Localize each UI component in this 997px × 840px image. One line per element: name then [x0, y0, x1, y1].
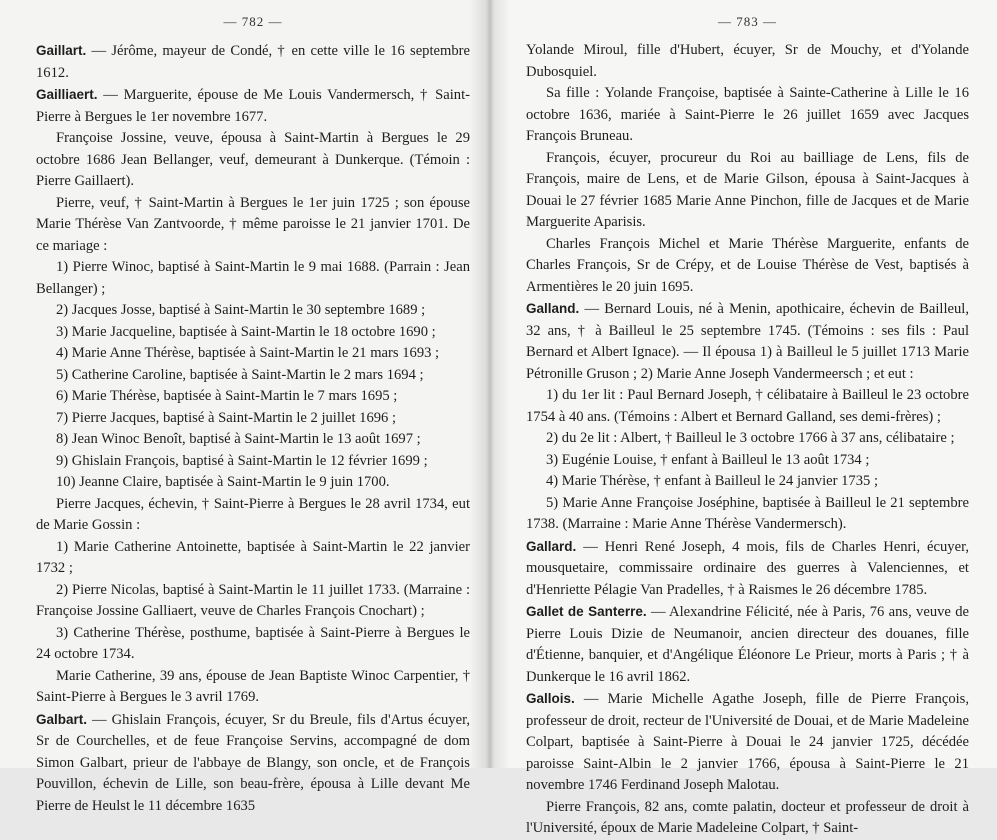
paragraph-text: 6) Marie Thérèse, baptisée à Saint-Martin le 7 mars 1695 ; [56, 388, 398, 404]
page-text [526, 40, 969, 840]
entry-surname: Gallard. [526, 538, 577, 554]
paragraph-text: 4) Marie Thérèse, † enfant à Bailleul le 24 janvier 1735 ; [546, 473, 879, 489]
text-paragraph [526, 83, 969, 148]
paragraph-text: — Bernard Louis, né à Menin, apothicaire, échevin de Bailleul, 32 ans, † à Bailleul le 25 septembre 1745. (Témoins : ses fils : Paul Bernard et Albert Ignace). — Il épousa 1) à Bailleul le 5 juillet 1713 Marie Pétronille Gruson ; 2) Marie Anne Joseph Vandermeersch ; et eut : [526, 301, 969, 382]
paragraph-text: — Jérôme, mayeur de Condé, † en cette ville le 16 septembre 1612. [36, 43, 470, 81]
paragraph-text: 2) Pierre Nicolas, baptisé à Saint-Martin le 11 juillet 1733. (Marraine : Françoise Jossine Galliaert, veuve de Charles François Cnochart) ; [36, 581, 470, 619]
paragraph-text: François, écuyer, procureur du Roi au bailliage de Lens, fils de François, maire de Lens, et de Marie Gilson, épousa à Saint-Jacques à Douai le 27 février 1685 Marie Anne Pinchon, fille de Jacques et de Marie Marguerite Aparisis. [526, 149, 969, 230]
paragraph-text: — Marie Michelle Agathe Joseph, fille de Pierre François, professeur de droit, recteur de l'Université de Douai, et de Marie Madeleine Colpart, baptisée à Saint-Pierre à Douai le 24 janvier 1725, décédée paroisse Saint-Albin le 2 janvier 1766, épousa à Saint-Pierre le 21 novembre 1746 Ferdinand Joseph Malotau. [526, 691, 969, 793]
text-paragraph [36, 257, 470, 300]
paragraph-text: 3) Eugénie Louise, † enfant à Bailleul le 13 août 1734 ; [546, 451, 870, 468]
paragraph-text: 5) Catherine Caroline, baptisée à Saint-Martin le 2 mars 1694 ; [56, 366, 424, 383]
paragraph-text: Sa fille : Yolande Françoise, baptisée à Sainte-Catherine à Lille le 16 octobre 1636, mariée à Saint-Pierre le 26 juillet 1659 avec Jacques François Bruneau. [526, 85, 969, 144]
entry-paragraph [526, 601, 969, 688]
text-paragraph [526, 797, 969, 840]
text-paragraph [36, 365, 470, 387]
page-number: — 782 — [223, 14, 283, 29]
text-paragraph [526, 428, 969, 450]
page-number: — 783 — [718, 14, 777, 29]
text-paragraph [36, 429, 470, 451]
entry-paragraph [526, 536, 969, 602]
text-paragraph [36, 537, 470, 580]
paragraph-text: Pierre Jacques, échevin, † Saint-Pierre à Bergues le 28 avril 1734, eut de Marie Gossin : [36, 495, 470, 533]
paragraph-text: — Marguerite, épouse de Me Louis Vandermersch, † Saint-Pierre à Bergues le 1er novembre 1677. [36, 87, 470, 125]
text-paragraph [36, 193, 470, 258]
paragraph-text: 1) Marie Catherine Antoinette, baptisée à Saint-Martin le 22 janvier 1732 ; [36, 538, 470, 576]
paragraph-text: 7) Pierre Jacques, baptisé à Saint-Martin le 2 juillet 1696 ; [56, 409, 397, 426]
entry-surname: Gallet de Santerre. [526, 604, 647, 619]
right-page [486, 0, 997, 836]
text-paragraph [36, 666, 470, 709]
text-paragraph [36, 580, 470, 623]
paragraph-text: 10) Jeanne Claire, baptisée à Saint-Martin le 9 juin 1700. [56, 474, 390, 490]
text-paragraph [36, 343, 470, 365]
left-page [0, 0, 486, 814]
paragraph-text: Françoise Jossine, veuve, épousa à Saint-Martin à Bergues le 29 octobre 1686 Jean Bellanger, veuf, demeurant à Dunkerque. (Témoin : Pierre Gaillaert). [36, 130, 470, 189]
paragraph-text: 4) Marie Anne Thérèse, baptisée à Saint-Martin le 21 mars 1693 ; [56, 345, 440, 361]
paragraph-text: Marie Catherine, 39 ans, épouse de Jean Baptiste Winoc Carpentier, † Saint-Pierre à Bergues le 3 avril 1769. [36, 667, 470, 705]
entry-surname: Galbart. [36, 711, 88, 727]
paragraph-text: 3) Catherine Thérèse, posthume, baptisée à Saint-Pierre à Bergues le 24 octobre 1734. [36, 624, 470, 662]
paragraph-text: 9) Ghislain François, baptisé à Saint-Martin le 12 février 1699 ; [56, 452, 428, 469]
text-paragraph [526, 40, 969, 83]
entry-paragraph [526, 298, 969, 385]
paragraph-text: 5) Marie Anne Françoise Joséphine, baptisée à Bailleul le 21 septembre 1738. (Marraine : Marie Anne Thérèse Vandermersch). [526, 494, 969, 532]
entry-paragraph [36, 709, 470, 818]
paragraph-text: Pierre, veuf, † Saint-Martin à Bergues le 1er juin 1725 ; son épouse Marie Thérèse Van Zantvoorde, † même paroisse le 21 janvier 1701. De ce mariage : [36, 194, 470, 254]
paragraph-text: — Alexandrine Félicité, née à Paris, 76 ans, veuve de Pierre Louis Dizie de Neumanoir, ancien directeur des douanes, fille d'Étienne, banquier, et d'Angélique Éléonore Le Prieur, morts à Paris ; † à Dunkerque le 16 avril 1862. [526, 604, 969, 685]
text-paragraph [36, 472, 470, 494]
text-paragraph [526, 234, 969, 299]
text-paragraph [526, 493, 969, 536]
entry-surname: Gallois. [526, 691, 575, 706]
paragraph-text: Yolande Miroul, fille d'Hubert, écuyer, Sr de Mouchy, et d'Yolande Dubosquiel. [526, 42, 969, 80]
paragraph-text: 2) du 2e lit : Albert, † Bailleul le 3 octobre 1766 à 37 ans, célibataire ; [546, 430, 955, 446]
text-paragraph [36, 451, 470, 473]
paragraph-text: — Henri René Joseph, 4 mois, fils de Charles Henri, écuyer, mousquetaire, commissaire ordinaire des guerres à Valenciennes, et d'Henriette Pélagie Van Pradelles, † à Raismes le 26 décembre 1785. [526, 538, 969, 598]
paragraph-text: Pierre François, 82 ans, comte palatin, docteur et professeur de droit à l'Université, époux de Marie Madeleine Colpart, † Saint- [526, 798, 969, 836]
paragraph-text: 3) Marie Jacqueline, baptisée à Saint-Martin le 18 octobre 1690 ; [56, 323, 436, 340]
text-paragraph [36, 494, 470, 537]
text-paragraph [36, 128, 470, 193]
text-paragraph [526, 450, 969, 472]
text-paragraph [36, 322, 470, 344]
entry-paragraph [36, 84, 470, 128]
text-paragraph [36, 408, 470, 430]
paragraph-text: 1) Pierre Winoc, baptisé à Saint-Martin le 9 mai 1688. (Parrain : Jean Bellanger) ; [36, 259, 470, 297]
paragraph-text: 1) du 1er lit : Paul Bernard Joseph, † célibataire à Bailleul le 23 octobre 1754 à 40 ans. (Témoins : Albert et Bernard Galland, ses demi-frères) ; [526, 387, 969, 425]
text-paragraph [36, 300, 470, 322]
text-paragraph [526, 148, 969, 234]
entry-paragraph [526, 688, 969, 797]
paragraph-text: — Ghislain François, écuyer, Sr du Breule, fils d'Artus écuyer, Sr de Courchelles, et de feue Françoise Servins, accompagné de dom Simon Galbart, prieur de l'abbaye de Blangy, son oncle, et de François Pouvillon, échevin de Lille, son beau-frère, épousa à Lille devant Me Pierre de Heulst le 11 décembre 1635 [36, 711, 470, 814]
entry-paragraph [36, 40, 470, 84]
entry-surname: Galland. [526, 301, 580, 316]
entry-surname: Gailliaert. [36, 87, 98, 102]
text-paragraph [36, 386, 470, 408]
text-paragraph [526, 385, 969, 428]
text-paragraph [36, 623, 470, 666]
page-text [36, 40, 470, 817]
entry-surname: Gaillart. [36, 43, 87, 58]
text-paragraph [526, 471, 969, 493]
paragraph-text: 8) Jean Winoc Benoît, baptisé à Saint-Martin le 13 août 1697 ; [56, 431, 421, 447]
paragraph-text: Charles François Michel et Marie Thérèse Marguerite, enfants de Charles François, Sr de Crépy, et de Louise Thérèse de Vest, baptisés à Armentières le 20 juin 1695. [526, 235, 969, 295]
paragraph-text: 2) Jacques Josse, baptisé à Saint-Martin le 30 septembre 1689 ; [56, 302, 426, 318]
